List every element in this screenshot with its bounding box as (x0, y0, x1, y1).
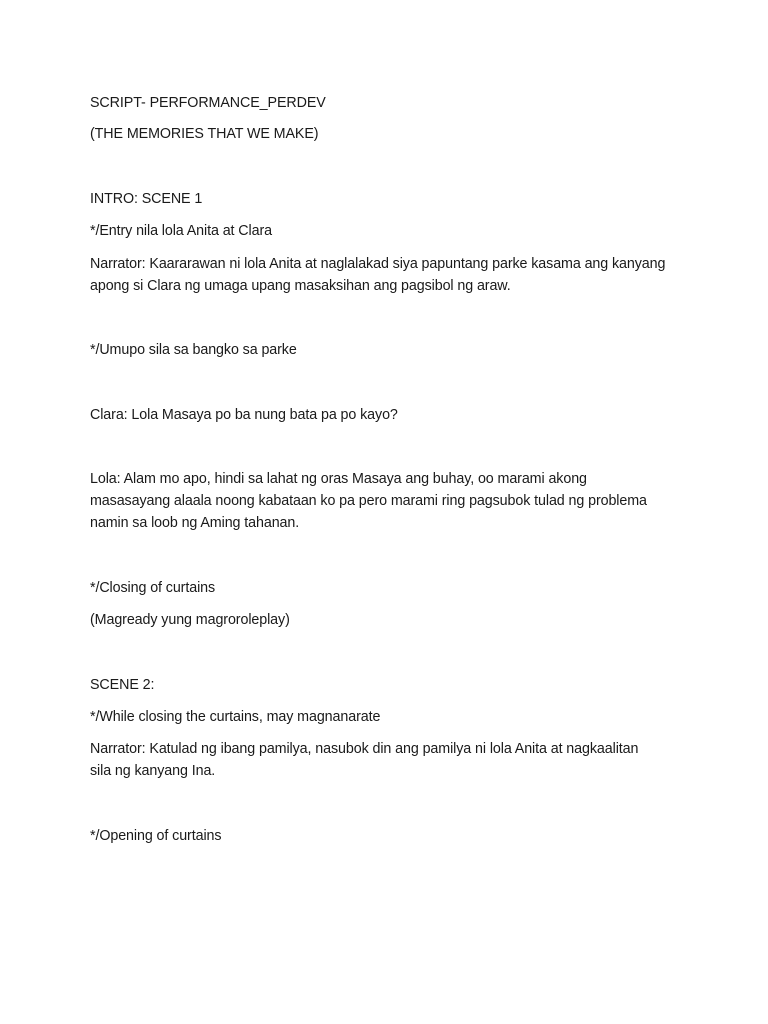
scene1-heading: INTRO: SCENE 1 (90, 191, 203, 207)
stage-direction-opening: */Opening of curtains (90, 828, 222, 844)
text-line: apong si Clara ng umaga upang masaksihan ang pagsibol ng araw. (90, 278, 511, 294)
text-line: sila ng kanyang Ina. (90, 763, 216, 779)
script-title: SCRIPT- PERFORMANCE_PERDEV (90, 95, 326, 111)
narrator-line-scene2 (90, 738, 710, 782)
clara-line: Clara: Lola Masaya po ba nung bata pa po kayo? (90, 407, 398, 423)
stage-note: (Magready yung magroroleplay) (90, 612, 290, 628)
text-line: Narrator: Katulad ng ibang pamilya, nasubok din ang pamilya ni lola Anita at nagkaalitan (90, 741, 639, 757)
text-line: namin sa loob ng Aming tahanan. (90, 515, 300, 531)
stage-direction-closing: */Closing of curtains (90, 580, 216, 596)
lola-line (90, 468, 710, 534)
text-line: Narrator: Kaararawan ni lola Anita at naglalakad siya papuntang parke kasama ang kanyang (90, 256, 666, 272)
stage-direction-sit: */Umupo sila sa bangko sa parke (90, 342, 297, 358)
text-line: Lola: Alam mo apo, hindi sa lahat ng oras Masaya ang buhay, oo marami akong (90, 471, 587, 487)
text-line: masasayang alaala noong kabataan ko pa pero marami ring pagsubok tulad ng problema (90, 493, 647, 509)
scene2-heading: SCENE 2: (90, 677, 155, 693)
narrator-line-scene1 (90, 253, 710, 297)
stage-direction-entry: */Entry nila lola Anita at Clara (90, 223, 272, 239)
script-subtitle: (THE MEMORIES THAT WE MAKE) (90, 126, 319, 142)
stage-direction-narrate: */While closing the curtains, may magnanarate (90, 709, 381, 725)
